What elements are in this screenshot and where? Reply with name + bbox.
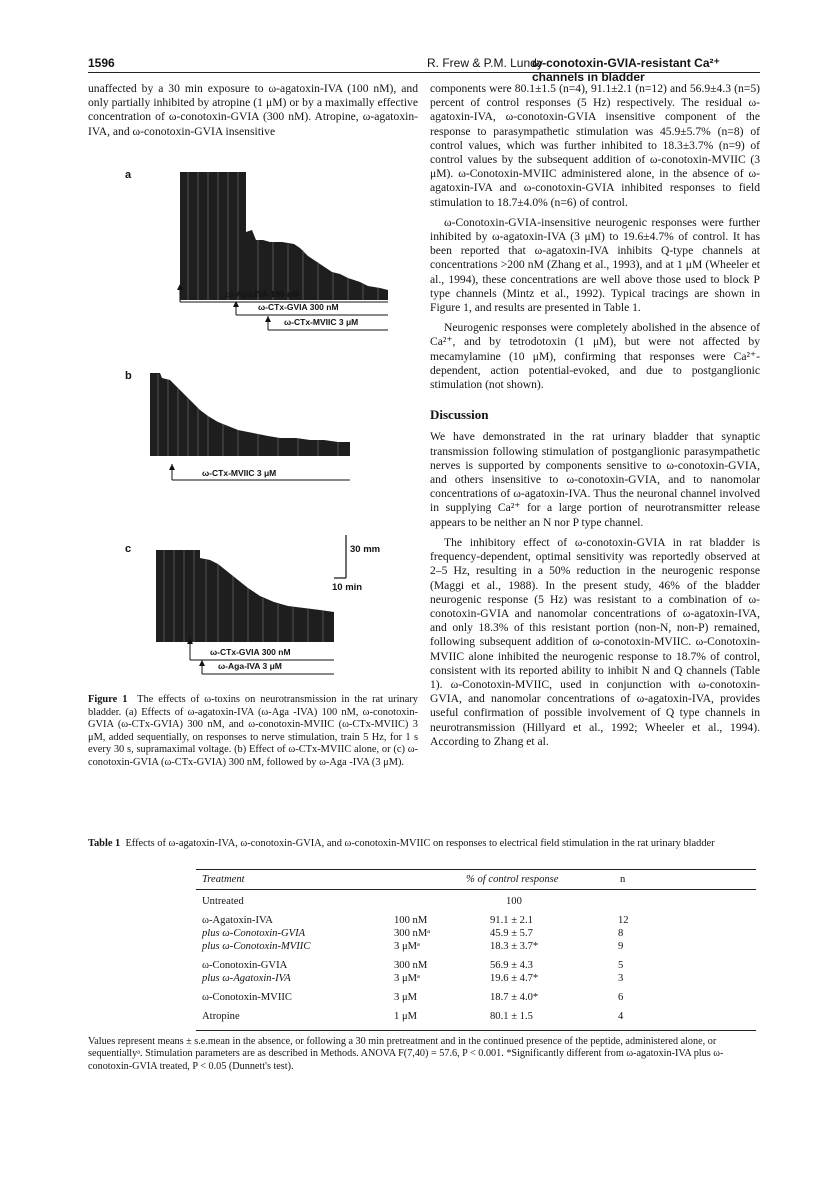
table-cell-response: 18.7 ± 4.0* <box>490 992 539 1003</box>
table-cell-conc: 3 μMᵃ <box>394 941 420 952</box>
table-cell-treatment: plus ω-Agatoxin-IVA <box>202 973 291 984</box>
running-authors: R. Frew & P.M. Lundy <box>427 56 543 70</box>
label-a-aga: ω-Aga-IVA 100 nM <box>226 289 300 299</box>
table-header-treatment: Treatment <box>202 874 245 885</box>
table-cell-n: 12 <box>618 915 629 926</box>
label-c-aga: ω-Aga-IVA 3 μM <box>218 661 282 671</box>
table-label: Table 1 <box>88 838 121 849</box>
table-cell-conc: 300 nM <box>394 960 428 971</box>
table-cell-response: 18.3 ± 3.7* <box>490 941 539 952</box>
table-cell-treatment: ω-Agatoxin-IVA <box>202 915 273 926</box>
scale-horizontal-label: 10 min <box>332 582 363 593</box>
results-paragraph-1: components were 80.1±1.5 (n=4), 91.1±2.1 (n=12) and 56.9±4.3 (n=5) percent of control responses (5 Hz) respectively. The residual ω-agatoxin-IVA, ω-conotoxin-GVIA insensitive component of the response to parasympathetic stimulation was 45.9±5.7% (n=8) of control values, which was further inhibited to 18.3±3.7% (n=9) of control values by the subsequent addition of ω-conotoxin-MVIIC (3 μM). ω-Conotoxin-MVIIC administered alone, in the absence of ω-agatoxin-IVA and ω-conotoxin-GVIA inhibited responses to field stimulation to 18.7±4.0% (n=6) of control. <box>430 82 760 209</box>
label-a-mviic: ω-CTx-MVIIC 3 μM <box>284 317 359 327</box>
results-paragraph-2: ω-Conotoxin-GVIA-insensitive neurogenic responses were further inhibited by ω-agatoxin-IVA (3 μM) to 19.6±4.7% of control. It has been reported that ω-agatoxin-IVA inhibits Q-type channels at concentrations >200 nM (Zhang et al., 1993), and at 1 μM (Wheeler et al., 1994), these concentrations are well above those used to block P type channels (Mintz et al., 1992). Typical tracings are shown in Figure 1, and results are presented in Table 1. <box>430 215 760 315</box>
table-footnote: Values represent means ± s.e.mean in the absence, or following a 30 min pretreatment and in the continued presence of the peptide, administered alone, or sequentiallyᵃ. Stimulation parameters are as described in Methods. ANOVA F(7,40) = 57.6, P < 0.001. *Significantly different from ω-agatoxin-IVA plus ω-conotoxin-GVIA treated, P < 0.05 (Dunnett's test). <box>88 1036 724 1072</box>
table-cell-response: 80.1 ± 1.5 <box>490 1011 533 1022</box>
table-cell-treatment: ω-Conotoxin-GVIA <box>202 960 288 971</box>
table-cell-conc: 300 nMᵃ <box>394 928 431 939</box>
table-cell-treatment: plus ω-Conotoxin-MVIIC <box>202 941 311 952</box>
table-cell-response: 91.1 ± 2.1 <box>490 915 533 926</box>
table-bottom-rule <box>196 1030 756 1031</box>
table-header-n: n <box>620 874 626 885</box>
table-cell-n: 9 <box>618 941 624 952</box>
label-c-gvia: ω-CTx-GVIA 300 nM <box>210 647 291 657</box>
table-cell-n: 6 <box>618 992 624 1003</box>
table-header-response: % of control response <box>466 874 559 885</box>
table-header-rule <box>196 889 756 890</box>
scale-vertical-label: 30 mm <box>350 544 381 555</box>
table-cell-treatment: Untreated <box>202 896 244 907</box>
label-a-gvia: ω-CTx-GVIA 300 nM <box>258 302 339 312</box>
table-cell-n: 4 <box>618 1011 624 1022</box>
discussion-heading: Discussion <box>430 407 489 423</box>
table-cell-treatment: plus ω-Conotoxin-GVIA <box>202 928 306 939</box>
table-cell-treatment: Atropine <box>202 1011 240 1022</box>
table-cell-conc: 1 μM <box>394 1011 418 1022</box>
panel-b-label: b <box>125 370 132 382</box>
table-cell-conc: 3 μM <box>394 992 418 1003</box>
figure-caption-text: The effects of ω-toxins on neurotransmission in the rat urinary bladder. (a) Effects of ω-agatoxin-IVA (ω-Aga -IVA) 100 nM, ω-conotoxin-GVIA (ω-CTx-GVIA) 300 nM, and ω-conotoxin-MVIIC (ω-CTx-MVIIC) 3 μM, added sequentially, on responses to nerve stimulation, train 5 Hz, for 1 s every 30 s, supramaximal voltage. (b) Effect of ω-CTx-MVIIC alone, or (c) ω-conotoxin-GVIA (ω-CTx-GVIA) 300 nM, followed by ω-Aga -IVA (3 μM). <box>88 694 418 768</box>
table-cell-response: 100 <box>506 896 522 907</box>
table-cell-conc: 3 μMᵃ <box>394 973 420 984</box>
table-cell-response: 45.9 ± 5.7 <box>490 928 533 939</box>
table-cell-n: 5 <box>618 960 624 971</box>
figure-caption-label: Figure 1 <box>88 694 128 705</box>
page-number: 1596 <box>88 56 115 70</box>
panel-a-label: a <box>125 169 132 181</box>
table-cell-conc: 100 nM <box>394 915 428 926</box>
table-cell-n: 8 <box>618 928 624 939</box>
table-cell-response: 19.6 ± 4.7* <box>490 973 539 984</box>
table-cell-treatment: ω-Conotoxin-MVIIC <box>202 992 292 1003</box>
discussion-paragraph-1: We have demonstrated in the rat urinary bladder that synaptic transmission following stimulation of postganglionic parasympathetic nerves is supported by components sensitive to ω-conotoxin-GVIA, and others insensitive to ω-conotoxin-GVIA, and to nanomolar concentrations of ω-agatoxin-IVA. Thus the neuronal channel involved in supplying Ca²⁺ for a large portion of neurotransmitter release appears to be neither an N nor P type channel. <box>430 430 760 529</box>
discussion-paragraph-2: The inhibitory effect of ω-conotoxin-GVIA in rat bladder is frequency-dependent, optimal sensitivity was reportedly observed at 2–5 Hz, resulting in a 50% reduction in the neurogenic response (Maggi et al., 1988). In the present study, 46% of the bladder neurogenic response (5 Hz) was resistant to a combination of ω-conotoxin-GVIA and nanomolar concentrations of ω-agatoxin-IVA, and only 18.3% of this resistant portion (non-N, non-P) remained, following subsequent addition of ω-conotoxin-MVIIC. ω-Conotoxin-MVIIC alone inhibited the neurogenic response to 18.7% of control, consistent with its reported ability to inhibit N and Q channels (Table 1). ω-Conotoxin-MVIIC, used in conjunction with ω-conotoxin-GVIA, and nanomolar concentrations of ω-agatoxin-IVA, provides useful confirmation of possible involvement of Q type channels in neurotransmission (Hillyard et al., 1992; Wheeler et al., 1994). According to Zhang et al. <box>430 535 760 748</box>
table-cell-n: 3 <box>618 973 624 984</box>
panel-c-label: c <box>125 543 132 555</box>
table-cell-response: 56.9 ± 4.3 <box>490 960 533 971</box>
table-caption-text: Effects of ω-agatoxin-IVA, ω-conotoxin-GVIA, and ω-conotoxin-MVIIC on responses to electrical field stimulation in the rat urinary bladder <box>125 838 715 849</box>
running-title: ω-conotoxin-GVIA-resistant Ca²⁺ channels in bladder <box>532 56 720 84</box>
intro-paragraph: unaffected by a 30 min exposure to ω-agatoxin-IVA (100 nM), and only partially inhibited by atropine (1 μM) or by a maximally effective concentration of ω-conotoxin-GVIA (300 nM). Atropine, ω-agatoxin-IVA, and ω-conotoxin-GVIA insensitive <box>88 82 418 138</box>
label-b-mviic: ω-CTx-MVIIC 3 μM <box>202 468 277 478</box>
results-paragraph-3: Neurogenic responses were completely abolished in the absence of Ca²⁺, and by tetrodotoxin (1 μM), but were not affected by mecamylamine (10 μM), confirming that responses were Ca²⁺-dependent, action potential-evoked, and due to postganglionic stimulation (not shown). <box>430 321 760 392</box>
